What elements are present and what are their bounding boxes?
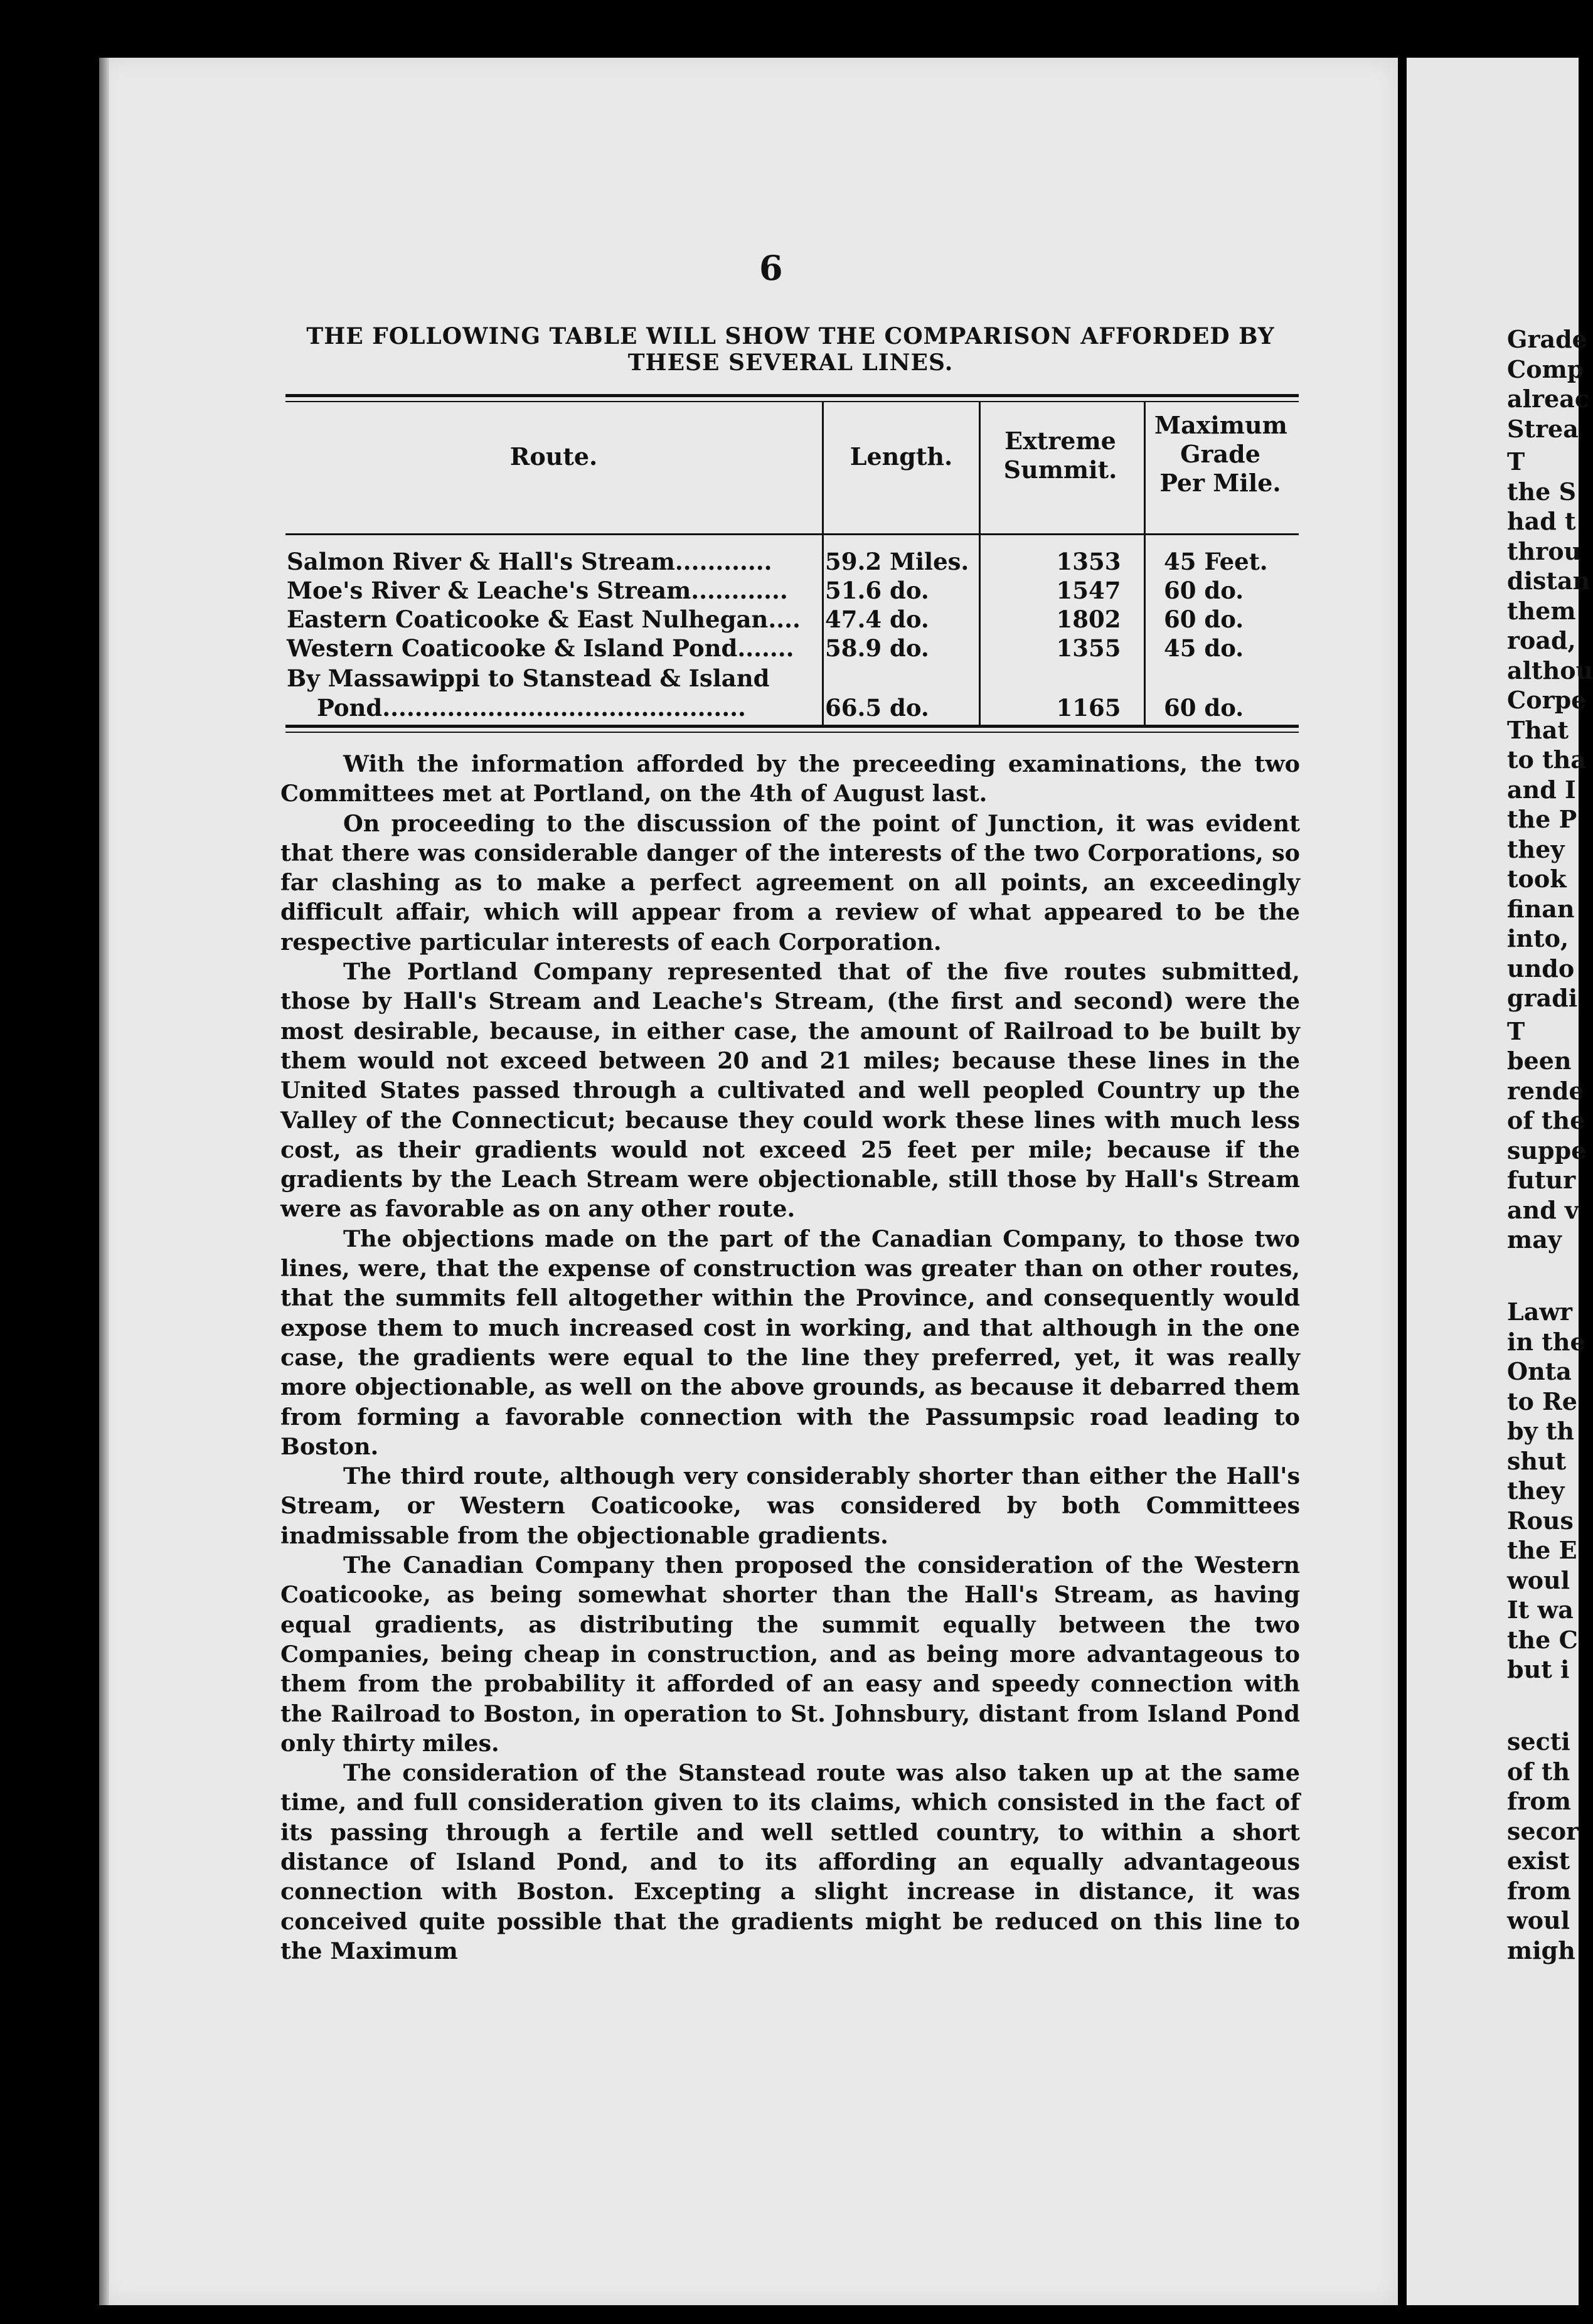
facing-page-line: from xyxy=(1507,1787,1571,1815)
facing-page-line: That xyxy=(1507,715,1569,744)
table-row xyxy=(285,547,1299,576)
cell-length: 51.6 do. xyxy=(825,577,929,604)
paragraph: On proceeding to the discussion of the point of Junction, it was evident that there was considerable danger of the interests of the two Corporations, so far clashing as to make a perfect agreement on all points, an exceedingly difficult affair, which will appear from a review of what appeared to be the respective particular interests of each Corporation. xyxy=(280,809,1300,956)
facing-page-line: woul xyxy=(1507,1906,1570,1934)
facing-page xyxy=(1407,58,1593,2305)
facing-page-line: to tha xyxy=(1507,745,1586,774)
cell-summit: 1547 xyxy=(1056,577,1121,604)
cell-route: Pond............................................. xyxy=(317,694,746,722)
cell-summit: 1802 xyxy=(1056,605,1121,633)
facing-page-line: road, xyxy=(1507,626,1576,654)
facing-page-line: to Re xyxy=(1507,1387,1577,1415)
facing-page-line: took xyxy=(1507,865,1567,893)
facing-page-line: Comp xyxy=(1507,354,1584,383)
facing-page-line: the P xyxy=(1507,805,1577,833)
header-bottom-rule xyxy=(285,533,1299,535)
cell-grade: 60 do. xyxy=(1164,694,1244,722)
facing-page-line: had t xyxy=(1507,507,1576,535)
facing-page-line: Lawr xyxy=(1507,1298,1573,1326)
facing-page-line: It wa xyxy=(1507,1596,1574,1624)
table-row xyxy=(285,634,1299,663)
facing-page-line: Onta xyxy=(1507,1357,1572,1385)
facing-page-line: but i xyxy=(1507,1655,1570,1683)
cell-summit: 1355 xyxy=(1056,634,1121,662)
facing-page-line: of the xyxy=(1507,1106,1585,1134)
table-row xyxy=(285,576,1299,605)
cell-route: Western Coaticooke & Island Pond....... xyxy=(287,634,794,662)
facing-page-line: undo xyxy=(1507,954,1575,983)
facing-page-line: and I xyxy=(1507,775,1576,804)
paragraph: The consideration of the Stanstead route was also taken up at the same time, and full consideration given to its claims, which consisted in the fact of its passing through a fertile and well settled country, to within a short distance of Island Pond, and to its affording an equally advantageous connection with Boston. Excepting a slight increase in distance, it was conceived quite possible that the gradients might be reduced on this line to the Maximum xyxy=(280,1759,1300,1964)
table-row xyxy=(285,664,1299,693)
facing-page-line: secti xyxy=(1507,1727,1570,1756)
facing-page-line: migh xyxy=(1507,1936,1575,1964)
table-title: THE FOLLOWING TABLE WILL SHOW THE COMPARISON AFFORDED BY THESE SEVERAL LINES. xyxy=(306,323,1275,376)
cell-route: By Massawippi to Stanstead & Island xyxy=(287,664,770,692)
facing-page-line: they xyxy=(1507,1476,1565,1505)
facing-page-line: the C xyxy=(1507,1625,1578,1654)
facing-page-line: gradi xyxy=(1507,984,1578,1012)
cell-grade: 45 do. xyxy=(1164,634,1244,662)
body-text xyxy=(280,749,1300,1966)
cell-grade: 60 do. xyxy=(1164,605,1244,633)
header-route: Route. xyxy=(509,442,598,471)
facing-page-line: the S xyxy=(1507,477,1577,506)
facing-page-line: finan xyxy=(1507,894,1575,923)
page-fold-shadow xyxy=(99,58,109,2305)
paragraph: The third route, although very considerably shorter than either the Hall's Stream, or Western Coaticooke, was considered by both Committees inadmissable from the objectionable gradients. xyxy=(280,1463,1300,1549)
facing-page-line: althou xyxy=(1507,656,1593,685)
table-top-rule-thin xyxy=(285,401,1299,402)
facing-page-line: the E xyxy=(1507,1536,1577,1564)
facing-page-line: by th xyxy=(1507,1417,1575,1445)
facing-page-line: suppe xyxy=(1507,1136,1587,1165)
paragraph: The objections made on the part of the Canadian Company, to those two lines, were, that the expense of construction was greater than on other routes, that the summits fell altogether within the Province, and consequently would expose them to much increased cost in working, and that although in the one case, the gradients were equal to the line they preferred, yet, it was really more objectionable, as well on the above grounds, as because it debarred them from forming a favorable connection with the Passumpsic road leading to Boston. xyxy=(280,1225,1300,1460)
facing-page-line: rende xyxy=(1507,1076,1584,1105)
facing-page-line: distan xyxy=(1507,567,1590,595)
cell-route: Eastern Coaticooke & East Nulhegan.... xyxy=(287,605,801,633)
facing-page-line: Grade xyxy=(1507,325,1587,353)
facing-page-line: shut xyxy=(1507,1446,1567,1475)
table-row xyxy=(285,693,1299,722)
facing-page-line: Strea xyxy=(1507,414,1579,443)
cell-length: 59.2 Miles. xyxy=(825,548,969,575)
facing-page-line: Rous xyxy=(1507,1506,1574,1535)
cell-summit: 1353 xyxy=(1056,548,1121,575)
page-number: 6 xyxy=(759,248,783,288)
facing-page-line: them xyxy=(1507,596,1576,625)
facing-page-line: secor xyxy=(1507,1816,1579,1845)
header-summit: Extreme Summit. xyxy=(1003,427,1117,484)
facing-page-line: throu xyxy=(1507,536,1582,565)
cell-length: 58.9 do. xyxy=(825,634,929,662)
facing-page-line: from xyxy=(1507,1876,1571,1905)
facing-page-line: alreac xyxy=(1507,385,1590,413)
cell-grade: 60 do. xyxy=(1164,577,1244,604)
facing-page-line: into, xyxy=(1507,924,1569,952)
facing-page-line: woul xyxy=(1507,1565,1570,1594)
facing-page-line: T xyxy=(1507,1016,1525,1045)
header-grade: Maximum Grade Per Mile. xyxy=(1154,411,1287,497)
cell-summit: 1165 xyxy=(1056,694,1121,722)
cell-route: Moe's River & Leache's Stream............ xyxy=(287,577,788,604)
facing-page-line: been xyxy=(1507,1047,1572,1075)
facing-page-line: in the xyxy=(1507,1327,1585,1356)
cell-length: 66.5 do. xyxy=(825,694,929,722)
paragraph: The Portland Company represented that of the five routes submitted, those by Hall's Stream and Leache's Stream, (the first and second) were the most desirable, because, in either case, the amount of Railroad to be built by them would not exceed between 20 and 21 miles; because these lines in the United States passed through a cultivated and well peopled Country up the Valley of the Connecticut; because they could work these lines with much less cost, as their gradients would not exceed 25 feet per mile; because if the gradients by the Leach Stream were objectionable, still those by Hall's Stream were as favorable as on any other route. xyxy=(280,958,1300,1223)
table-bottom-rule xyxy=(285,725,1299,728)
table-bottom-rule-thin xyxy=(285,732,1299,733)
cell-route: Salmon River & Hall's Stream............ xyxy=(287,548,772,575)
facing-page-line: Corpe xyxy=(1507,686,1587,714)
facing-page-line: T xyxy=(1507,447,1525,476)
table-top-rule xyxy=(285,394,1299,397)
header-length: Length. xyxy=(850,442,953,471)
cell-grade: 45 Feet. xyxy=(1164,548,1268,575)
paragraph: With the information afforded by the preceeding examinations, the two Committees met at Portland, on the 4th of August last. xyxy=(280,750,1300,808)
facing-page-line: futur xyxy=(1507,1166,1576,1194)
facing-page-line: and v xyxy=(1507,1195,1579,1224)
facing-page-line: exist xyxy=(1507,1847,1570,1875)
facing-page-line: may xyxy=(1507,1225,1562,1254)
cell-length: 47.4 do. xyxy=(825,605,929,633)
paragraph: The Canadian Company then proposed the consideration of the Western Coaticooke, as being somewhat shorter than the Hall's Stream, as having equal gradients, as distributing the summit equally between the two Companies, being cheap in construction, and as being more advantageous to them from the probability it afforded of an easy and speedy connection with the Railroad to Boston, in operation to St. Johnsbury, distant from Island Pond only thirty miles. xyxy=(280,1552,1300,1757)
facing-page-line: of th xyxy=(1507,1757,1570,1786)
table-row xyxy=(285,605,1299,634)
facing-page-line: they xyxy=(1507,834,1565,863)
